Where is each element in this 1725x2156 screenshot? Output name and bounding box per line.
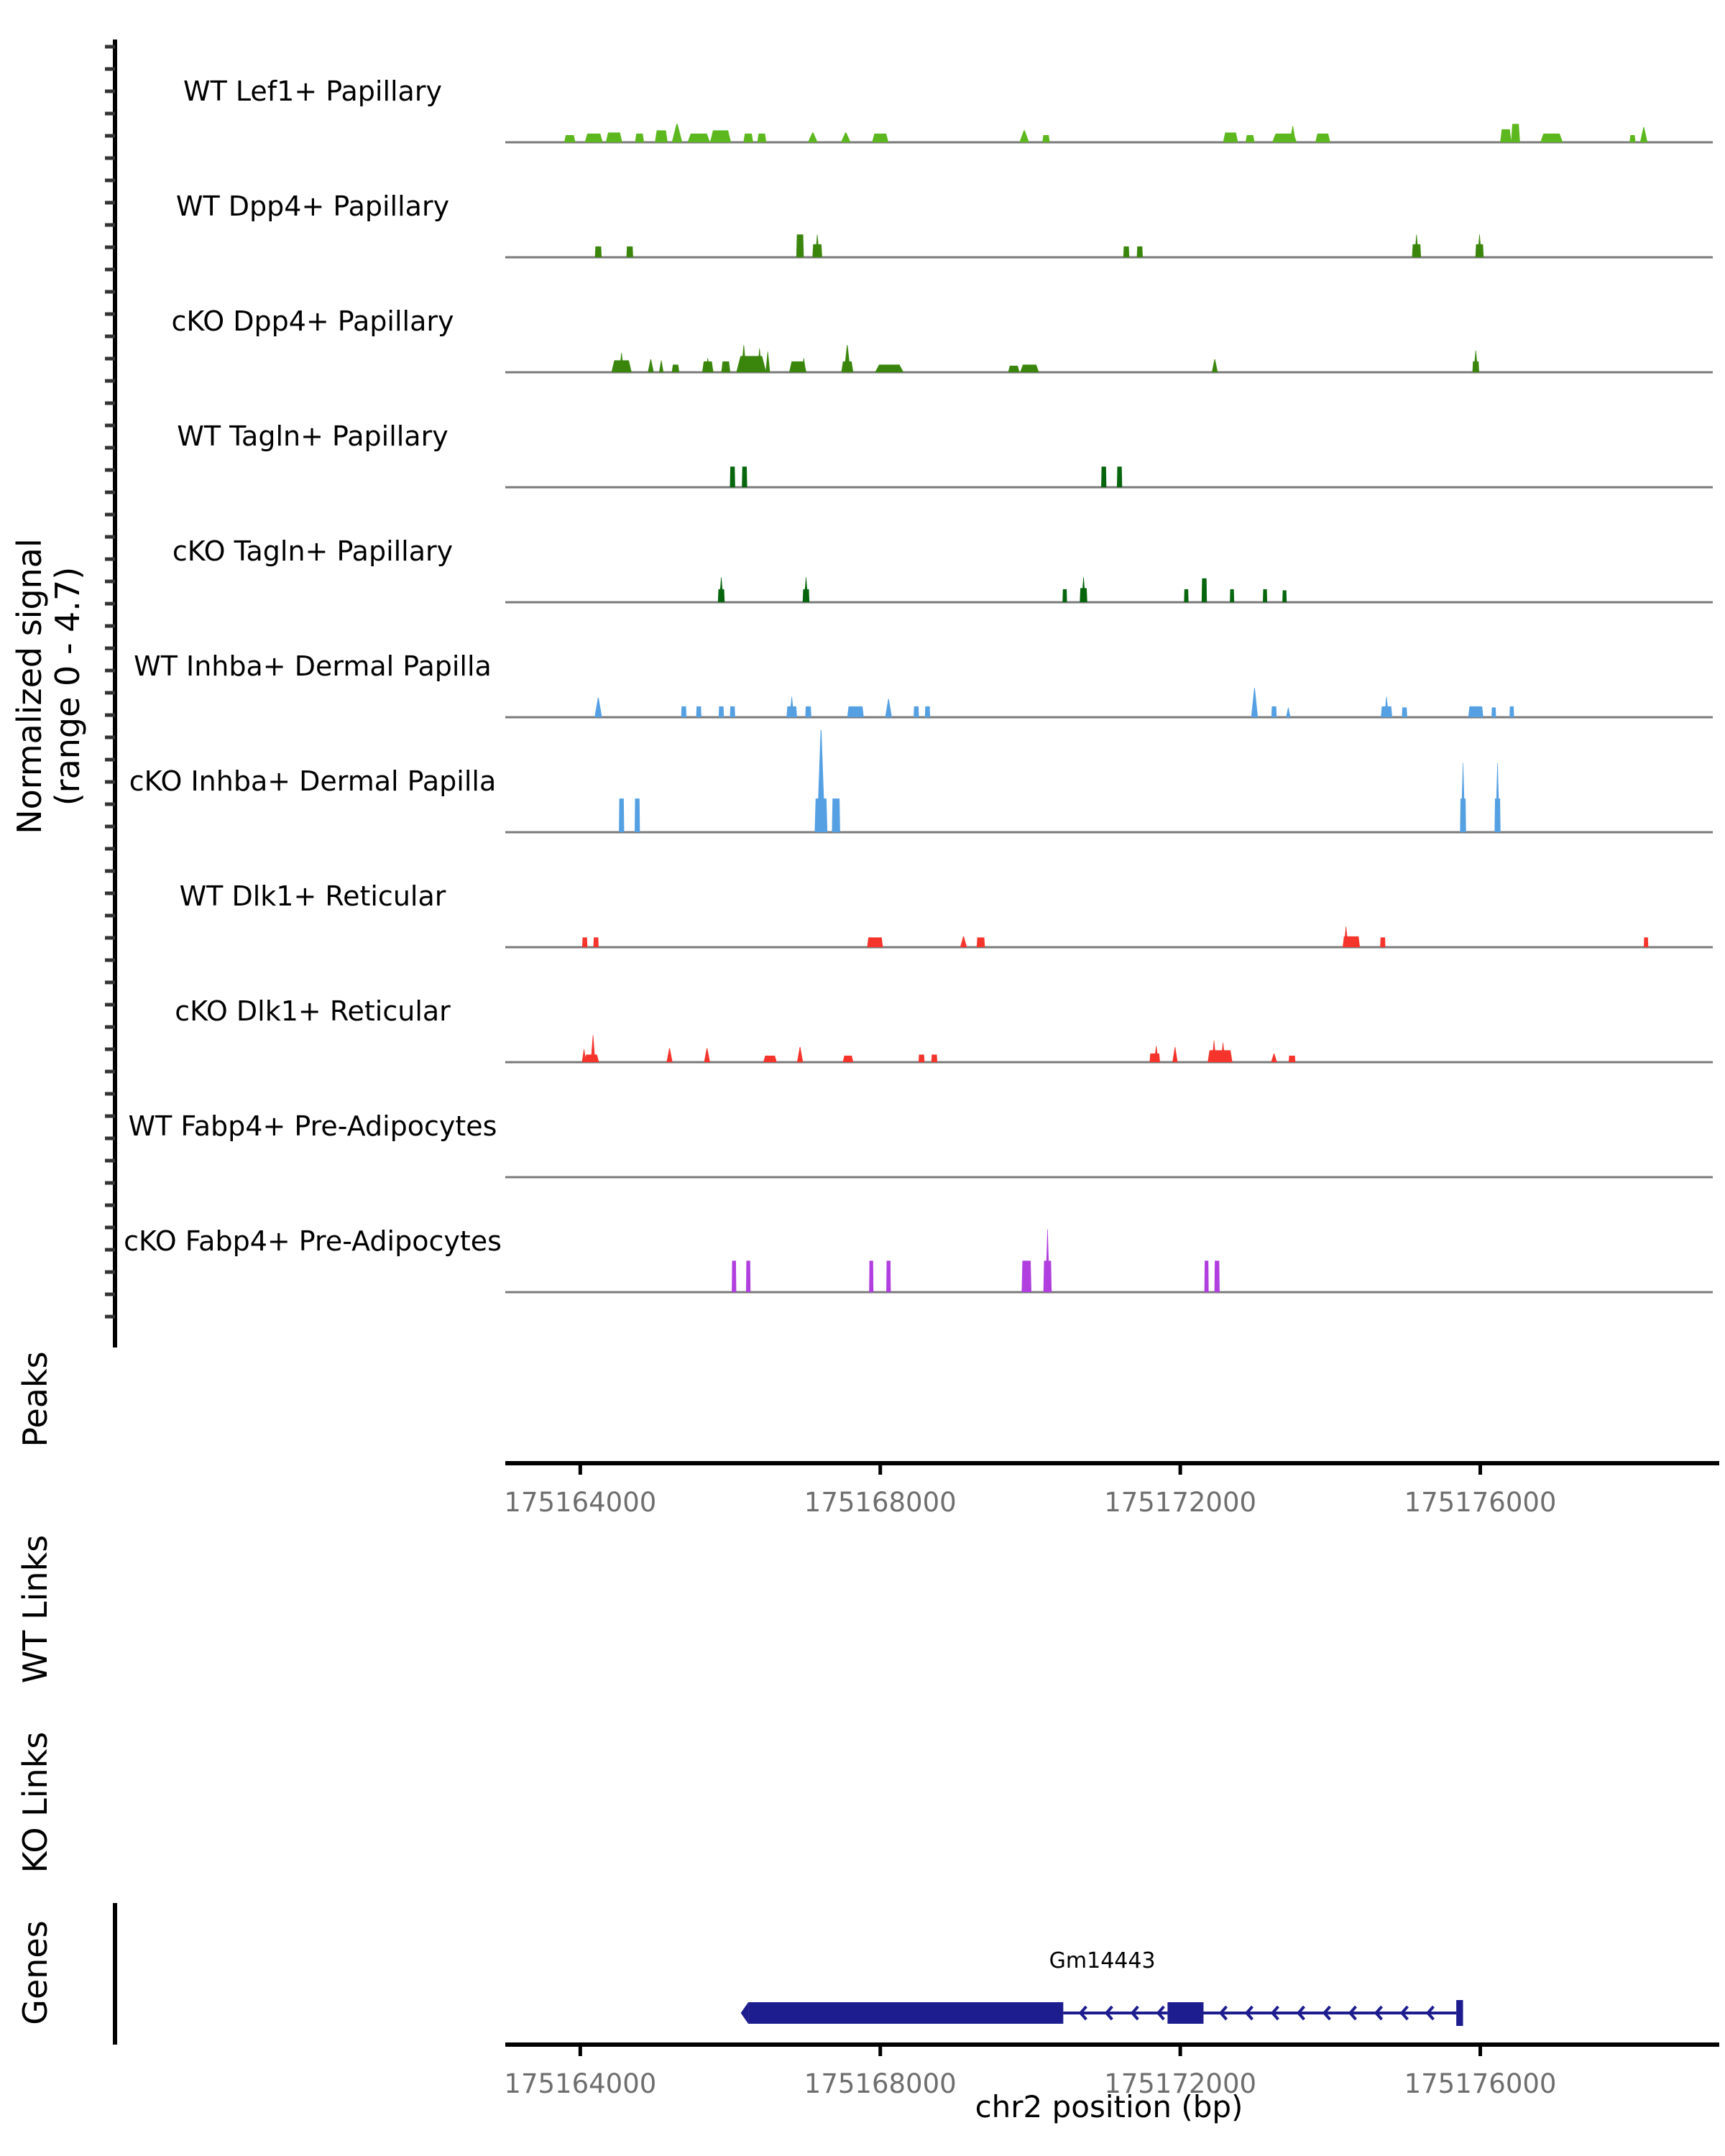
signal-peak (1202, 579, 1207, 602)
signal-peak (1020, 364, 1039, 372)
signal-peak (1468, 706, 1484, 717)
signal-peak (925, 706, 930, 717)
signal-peak (797, 1047, 803, 1062)
axis-tick-label: 175176000 (1404, 2068, 1557, 2099)
signal-peak (1282, 590, 1287, 602)
signal-peak (1286, 707, 1290, 717)
track-label: WT Dpp4+ Papillary (175, 190, 450, 222)
signal-peak (635, 798, 640, 832)
signal-peak (1402, 707, 1407, 717)
axis-tick-label: 175168000 (804, 1487, 957, 1518)
signal-peak (1184, 589, 1188, 602)
signal-peak (672, 364, 679, 372)
signal-peak (919, 1054, 924, 1062)
signal-peak (1223, 132, 1238, 142)
signal-peak (635, 134, 645, 142)
track-label: cKO Dpp4+ Papillary (171, 305, 454, 337)
signal-peak (843, 1056, 854, 1062)
axis-tick-label: 175172000 (1104, 2068, 1257, 2099)
signal-peak (732, 1261, 736, 1292)
signal-peak (817, 730, 825, 832)
signal-peak (585, 134, 603, 142)
track-label: WT Tagln+ Papillary (177, 420, 448, 452)
signal-peak (591, 1035, 595, 1062)
signal-peak (1042, 135, 1049, 142)
signal-peak (1500, 129, 1512, 142)
signal-peak (1640, 127, 1647, 142)
signal-peak (914, 706, 919, 717)
gene-name-label: Gm14443 (1049, 1948, 1156, 1973)
signal-peak (808, 132, 818, 142)
signal-peak (960, 936, 967, 947)
signal-peak (1509, 706, 1514, 717)
signal-peak (886, 699, 892, 717)
signal-peak (1123, 247, 1129, 257)
axis-tick-label: 175176000 (1404, 1487, 1557, 1518)
signal-peak (688, 134, 710, 142)
signal-peak (1172, 1047, 1177, 1062)
signal-peak (1215, 1261, 1220, 1292)
signal-peak (619, 798, 624, 832)
signal-peak (832, 798, 840, 832)
signal-peak (869, 1261, 873, 1292)
signal-peak (594, 698, 602, 717)
section-label-ko-links: KO Links (16, 1731, 55, 1874)
signal-peak (606, 132, 622, 142)
signal-peak (648, 359, 653, 372)
signal-peak (1101, 466, 1106, 487)
signal-peak (1205, 1261, 1209, 1292)
signal-peak (655, 130, 668, 142)
axis-tick-label: 175164000 (504, 2068, 657, 2099)
signal-peak (1230, 589, 1234, 602)
signal-peak (1208, 1050, 1232, 1062)
track-label: WT Dlk1+ Reticular (179, 880, 446, 912)
signal-peak (1491, 707, 1496, 717)
signal-peak (1246, 135, 1255, 142)
x-axis-title: chr2 position (bp) (975, 2089, 1243, 2124)
track-label: WT Lef1+ Papillary (183, 75, 442, 107)
signal-peak (722, 361, 731, 372)
signal-peak (758, 134, 767, 142)
signal-peak (1540, 134, 1563, 142)
signal-peak (1461, 763, 1466, 832)
signal-peak (875, 364, 903, 372)
signal-peak (1380, 937, 1385, 947)
section-label-genes: Genes (16, 1920, 55, 2025)
signal-peak (730, 706, 735, 717)
track-label: cKO Fabp4+ Pre-Adipocytes (124, 1225, 502, 1257)
signal-peak (594, 937, 599, 947)
signal-peak (1263, 589, 1267, 602)
gene-exon (1167, 2002, 1203, 2024)
signal-peak (666, 1048, 672, 1062)
gene-exon (748, 2002, 1063, 2024)
signal-peak (1511, 124, 1520, 142)
signal-peak (844, 345, 850, 372)
track-label: cKO Tagln+ Papillary (172, 535, 454, 567)
signal-peak (1019, 130, 1029, 142)
signal-peak (1137, 247, 1143, 257)
signal-peak (681, 706, 686, 717)
signal-peak (796, 234, 804, 257)
signal-peak (736, 356, 766, 372)
signal-peak (867, 937, 883, 947)
section-label-peaks: Peaks (16, 1351, 55, 1447)
signal-peak (977, 937, 985, 947)
signal-peak (1008, 366, 1020, 372)
track-label: WT Fabp4+ Pre-Adipocytes (128, 1110, 497, 1142)
gene-strand-arrow (741, 2002, 748, 2024)
signal-peak (872, 134, 888, 142)
signal-peak (1644, 937, 1648, 947)
section-label-wt-links: WT Links (16, 1534, 55, 1684)
signal-peak (743, 134, 753, 142)
track-label: cKO Inhba+ Dermal Papilla (129, 765, 497, 797)
signal-peak (582, 937, 587, 947)
signal-peak (1271, 706, 1276, 717)
signal-peak (1496, 763, 1500, 832)
axis-tick-label: 175168000 (804, 2068, 957, 2099)
track-label: cKO Dlk1+ Reticular (175, 995, 451, 1027)
signal-peak (763, 1056, 777, 1062)
signal-peak (1289, 1056, 1295, 1062)
signal-peak (765, 351, 770, 372)
axis-tick-label: 175164000 (504, 1487, 657, 1518)
signal-peak (1062, 589, 1067, 602)
signal-peak (704, 1048, 710, 1062)
signal-peak (730, 466, 735, 487)
signal-peak (672, 124, 683, 142)
signal-peak (564, 135, 576, 142)
signal-peak (805, 706, 811, 717)
axis-tick-label: 175172000 (1104, 1487, 1257, 1518)
signal-peak (1021, 1261, 1031, 1292)
signal-peak (627, 247, 633, 257)
track-label: WT Inhba+ Dermal Papilla (134, 650, 492, 682)
signal-peak (659, 360, 663, 372)
signal-peak (1271, 1054, 1276, 1062)
signal-peak (1212, 359, 1218, 372)
signal-peak (841, 132, 851, 142)
signal-peak (1251, 688, 1258, 717)
signal-peak (582, 1049, 586, 1062)
y-axis-label-line1: Normalized signal (10, 538, 49, 834)
gene-end-bar (1456, 2000, 1463, 2026)
signal-peak (742, 466, 747, 487)
signal-peak (1045, 1229, 1049, 1292)
signal-peak (1629, 135, 1635, 142)
signal-peak (886, 1261, 891, 1292)
signal-peak (710, 130, 731, 142)
signal-peak (719, 706, 724, 717)
signal-peak (847, 706, 864, 717)
y-axis-label-line2: (range 0 - 4.7) (48, 566, 87, 806)
signal-peak (696, 706, 702, 717)
signal-peak (1315, 134, 1330, 142)
signal-peak (932, 1054, 937, 1062)
signal-peak (595, 247, 602, 257)
signal-peak (1117, 466, 1122, 487)
signal-peak (746, 1261, 750, 1292)
